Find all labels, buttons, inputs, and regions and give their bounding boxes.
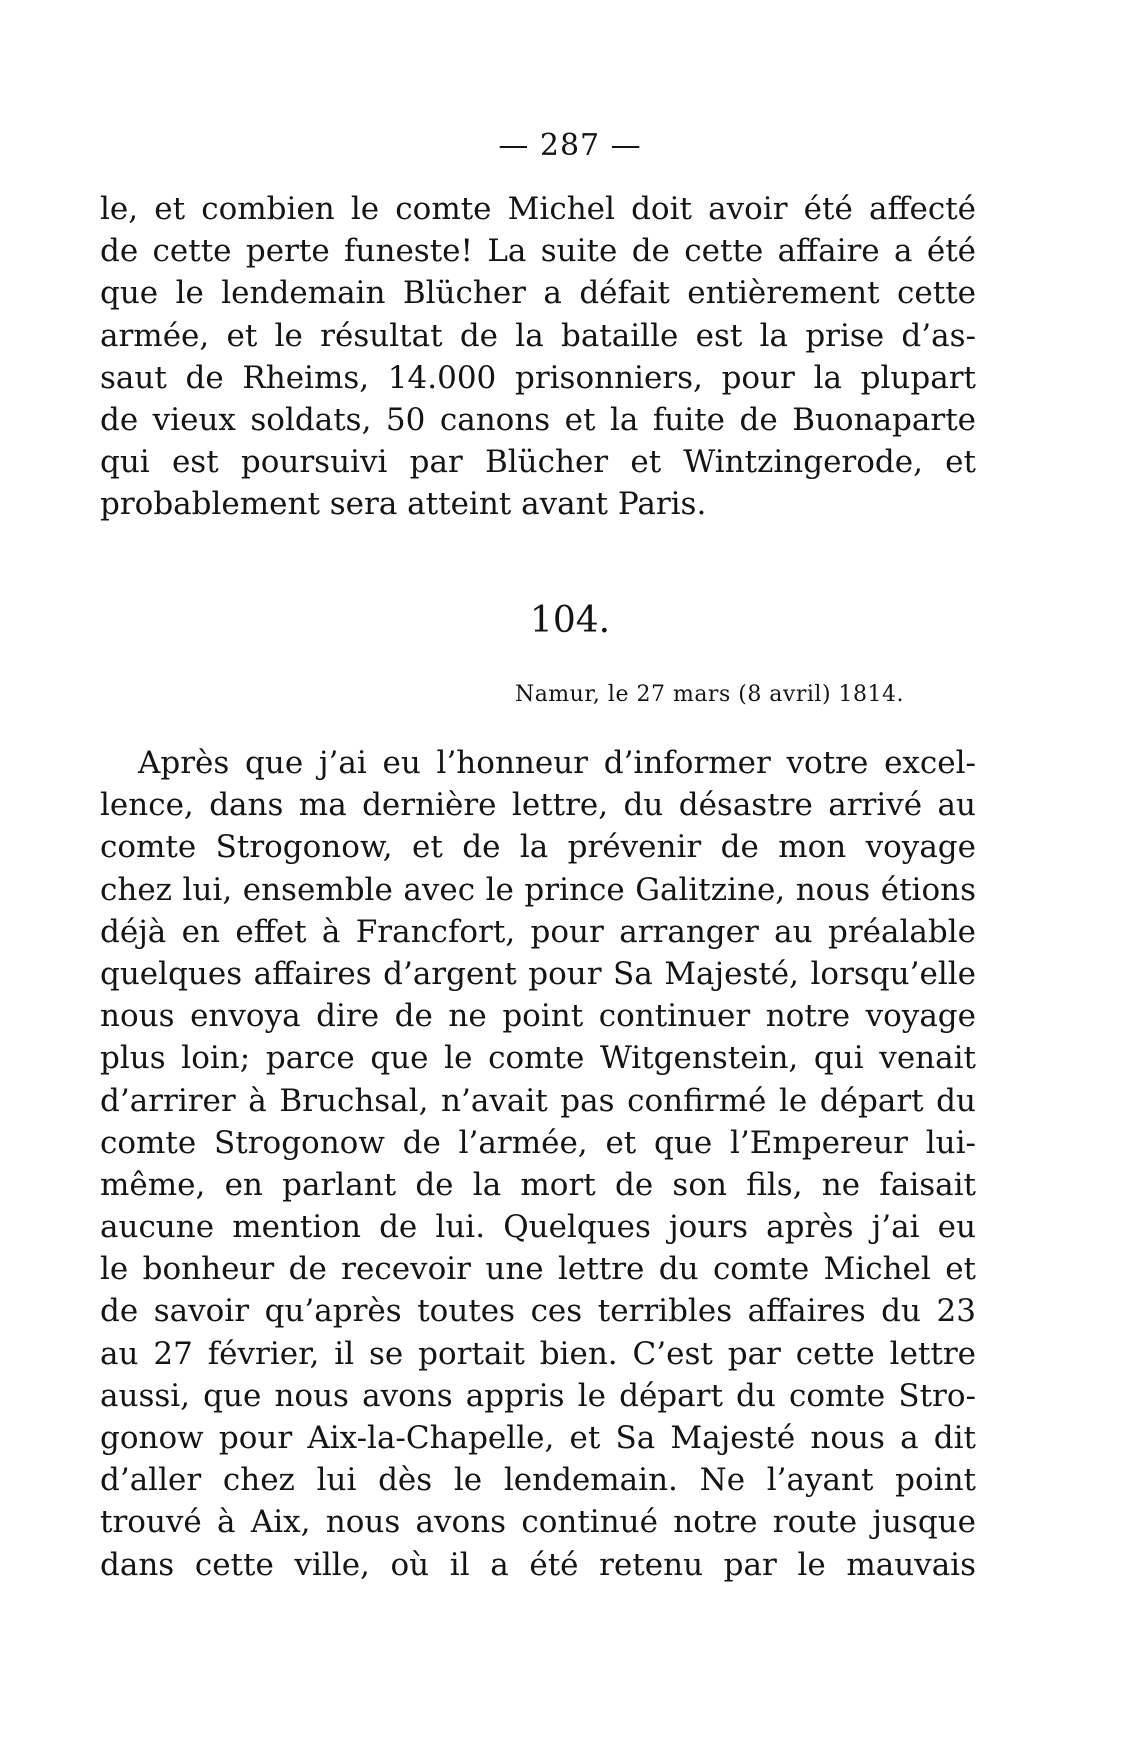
- text-line: probablement sera atteint avant Paris.: [100, 486, 707, 523]
- text-line: de vieux soldats, 50 canons et la fuite de Buonaparte: [100, 401, 976, 438]
- text-line: qui est poursuivi par Blücher et Wintzingerode, et: [100, 444, 976, 481]
- letter-body: [100, 742, 976, 1586]
- text-line: lence, dans ma dernière lettre, du désastre arrivé au: [100, 787, 976, 824]
- text-line: plus loin; parce que le comte Witgenstein, qui venait: [100, 1040, 976, 1077]
- text-line: au 27 février, il se portait bien. C’est par cette lettre: [100, 1335, 976, 1372]
- text-line: gonow pour Aix-la-Chapelle, et Sa Majesté nous a dit: [100, 1420, 976, 1456]
- text-line: nous envoya dire de ne point continuer notre voyage: [100, 998, 976, 1035]
- text-line: le bonheur de recevoir une lettre du comte Michel et: [100, 1251, 976, 1288]
- text-line: comte Strogonow, et de la prévenir de mon voyage: [100, 829, 976, 866]
- text-line: saut de Rheims, 14.000 prisonniers, pour la plupart: [100, 359, 976, 396]
- text-line: de cette perte funeste! La suite de cette affaire a été: [100, 233, 976, 270]
- text-line: d’arrirer à Bruchsal, n’avait pas confirmé le départ du: [100, 1082, 976, 1119]
- letter-number: 104.: [529, 600, 611, 641]
- text-line: que le lendemain Blücher a défait entièrement cette: [100, 275, 976, 312]
- text-line: même, en parlant de la mort de son fils, ne faisait: [100, 1166, 976, 1203]
- text-line: trouvé à Aix, nous avons continué notre route jusque: [100, 1504, 976, 1541]
- text-line: aussi, que nous avons appris le départ du comte Stro-: [100, 1377, 976, 1414]
- page-number: — 287 —: [498, 128, 642, 163]
- letter-dateline: Namur, le 27 mars (8 avril) 1814.: [514, 682, 904, 707]
- text-line: de savoir qu’après toutes ces terribles affaires du 23: [100, 1293, 976, 1330]
- text-line: Après que j’ai eu l’honneur d’informer votre excel-: [138, 745, 976, 781]
- text-line: aucune mention de lui. Quelques jours après j’ai eu: [100, 1209, 976, 1246]
- text-line: comte Strogonow de l’armée, et que l’Empereur lui-: [100, 1124, 976, 1161]
- text-line: le, et combien le comte Michel doit avoir été affecté: [100, 191, 976, 227]
- text-line: d’aller chez lui dès le lendemain. Ne l’ayant point: [100, 1462, 976, 1499]
- text-line: dans cette ville, où il a été retenu par le mauvais: [100, 1546, 976, 1583]
- text-line: déjà en effet à Francfort, pour arranger au préalable: [100, 913, 976, 950]
- text-line: armée, et le résultat de la bataille est la prise d’as-: [100, 317, 976, 354]
- text-line: quelques affaires d’argent pour Sa Majesté, lorsqu’elle: [100, 955, 976, 992]
- text-line: chez lui, ensemble avec le prince Galitzine, nous étions: [100, 871, 976, 908]
- continued-paragraph: [100, 188, 976, 526]
